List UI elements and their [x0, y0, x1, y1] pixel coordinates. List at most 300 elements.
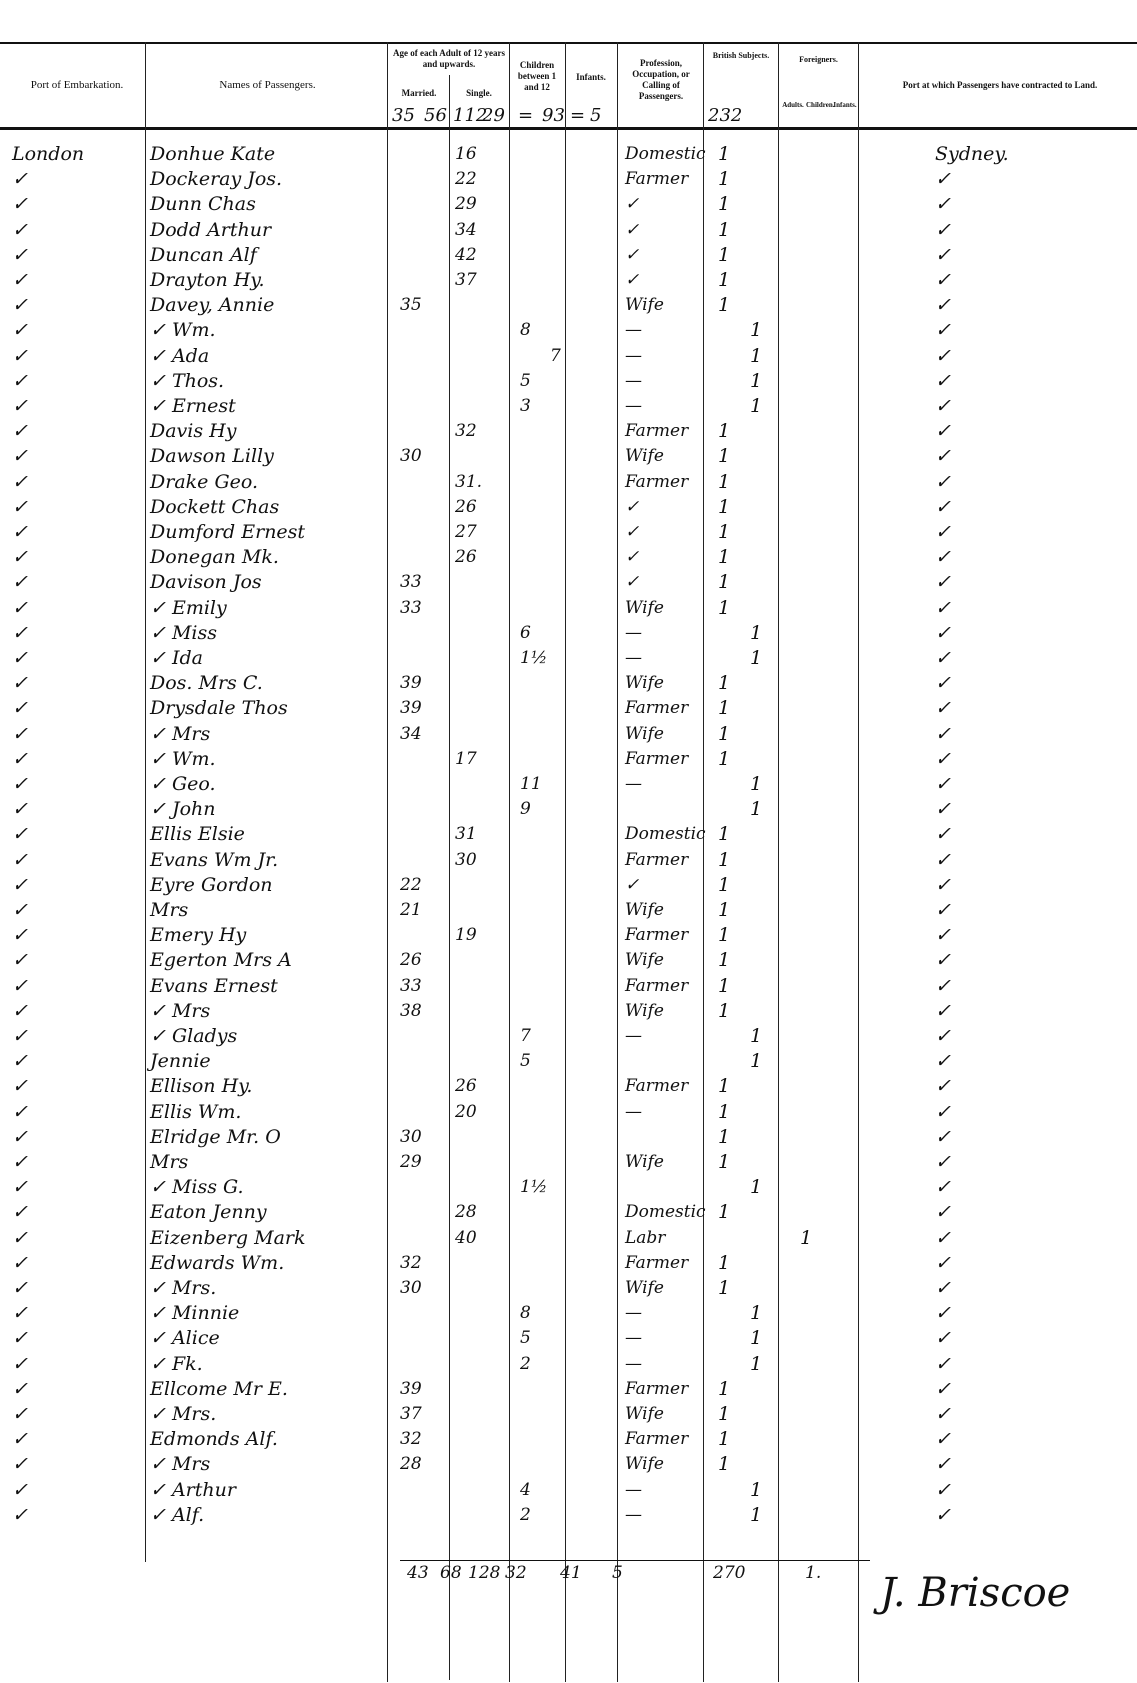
cell-name: Ellis Wm.: [150, 1100, 242, 1123]
cell-occ: ✓: [625, 496, 640, 517]
cell-child: 4: [520, 1479, 531, 1500]
cell-name: ✓ Geo.: [150, 773, 216, 795]
cell-occ: —: [625, 1101, 642, 1122]
cell-adult: 1: [718, 168, 731, 191]
table-row: [0, 243, 1137, 267]
table-row: [0, 898, 1137, 922]
cell-occ: Wife: [625, 1000, 664, 1021]
cell-dest: ✓: [935, 1327, 951, 1350]
cell-port: ✓: [12, 1403, 28, 1425]
cell-childb: 1: [750, 1050, 763, 1073]
table-row: [0, 1074, 1137, 1098]
cell-name: Dos. Mrs C.: [150, 672, 263, 695]
cell-childb: 1: [750, 647, 763, 669]
cell-name: ✓ Thos.: [150, 369, 225, 392]
cell-adult: 1: [718, 949, 731, 972]
cell-port: ✓: [12, 243, 28, 266]
table-row: [0, 470, 1137, 494]
cell-port: ✓: [12, 218, 28, 241]
cell-occ: Wife: [625, 1404, 664, 1424]
cell-dest: ✓: [935, 1176, 951, 1199]
cell-name: ✓ Minnie: [150, 1302, 240, 1325]
cell-adult: 1: [718, 999, 731, 1022]
cell-name: ✓ Ada: [150, 344, 210, 367]
cell-dest: ✓: [935, 1125, 951, 1148]
cell-dest: ✓: [935, 269, 951, 291]
table-row: [0, 192, 1137, 216]
cell-occ: Wife: [625, 1152, 664, 1172]
cell-name: Emery Hy: [150, 924, 247, 947]
cell-port: ✓: [12, 999, 28, 1022]
cell-occ: Wife: [625, 950, 664, 971]
cell-adult: 1: [718, 495, 731, 518]
cell-single: 19: [455, 925, 477, 946]
cell-name: ✓ Miss G.: [150, 1176, 244, 1199]
table-row: [0, 293, 1137, 317]
table-row: [0, 1503, 1137, 1527]
cell-name: ✓ John: [150, 798, 216, 821]
cell-name: ✓ Emily: [150, 596, 227, 619]
cell-dest: ✓: [935, 1075, 951, 1098]
cell-name: Elridge Mr. O: [150, 1125, 281, 1148]
cell-dest: ✓: [935, 899, 951, 921]
header-foreigners: Foreigners.: [799, 55, 838, 64]
table-row: [0, 621, 1137, 645]
cell-name: ✓ Mrs: [150, 722, 211, 745]
header-foreign-children: Children.: [806, 101, 835, 109]
cell-married: 34: [400, 723, 422, 744]
foot-children: 41: [560, 1563, 582, 1583]
cell-married: 39: [400, 1378, 422, 1399]
cell-occ: —: [625, 320, 642, 341]
cell-port: ✓: [12, 1428, 28, 1451]
cell-occ: —: [625, 1353, 642, 1374]
cell-dest: ✓: [935, 1277, 951, 1299]
cell-port: ✓: [12, 1100, 28, 1123]
cell-port: ✓: [12, 1226, 28, 1249]
table-row: [0, 1402, 1137, 1426]
cell-port: ✓: [12, 722, 28, 745]
cell-adult: 1: [718, 1151, 731, 1173]
cell-dest: ✓: [935, 999, 951, 1022]
cell-occ: ✓: [625, 522, 640, 542]
cell-dest: ✓: [935, 1478, 951, 1501]
cell-dest: ✓: [935, 395, 951, 417]
cell-name: ✓ Alice: [150, 1327, 220, 1350]
cell-adult: 1: [718, 672, 731, 695]
cell-occ: Domestic: [625, 144, 706, 164]
cell-name: Eaton Jenny: [150, 1201, 267, 1224]
cell-port: ✓: [12, 269, 28, 291]
cell-childb: 1: [750, 1352, 763, 1375]
cell-childb: 1: [750, 344, 763, 367]
cell-married: 38: [400, 1000, 422, 1021]
cell-dest: ✓: [935, 596, 951, 619]
cell-adult: 1: [718, 294, 731, 317]
cell-occ: Farmer: [625, 748, 689, 769]
cell-occ: —: [625, 396, 642, 416]
cell-married: 33: [400, 597, 422, 618]
cell-adult: 1: [718, 1100, 731, 1123]
total-children: 93: [542, 105, 565, 126]
foot-british: 270: [713, 1563, 746, 1583]
cell-dest: ✓: [935, 344, 951, 367]
cell-married: 28: [400, 1454, 422, 1475]
cell-adult: 1: [718, 571, 731, 594]
foot-infants: 5: [612, 1563, 623, 1583]
cell-port: ✓: [12, 319, 28, 342]
cell-port: ✓: [12, 773, 28, 795]
cell-name: ✓ Wm.: [150, 319, 216, 342]
cell-dest: ✓: [935, 1503, 951, 1526]
cell-port: ✓: [12, 420, 28, 443]
cell-child: 5: [520, 1051, 531, 1072]
cell-single: 37: [455, 270, 477, 290]
cell-port: ✓: [12, 1327, 28, 1350]
table-row: [0, 1478, 1137, 1502]
table-row: [0, 1200, 1137, 1224]
cell-child: 2: [520, 1504, 531, 1525]
cell-dest: ✓: [935, 621, 951, 644]
cell-occ: —: [625, 1328, 642, 1349]
cell-occ: Wife: [625, 900, 664, 920]
cell-childb: 1: [750, 1176, 763, 1199]
cell-port: ✓: [12, 1251, 28, 1274]
total-single: 112: [453, 105, 488, 126]
cell-adult: 1: [718, 974, 731, 997]
cell-port: ✓: [12, 1125, 28, 1148]
cell-dest: Sydney.: [935, 143, 1009, 165]
table-row: [0, 1175, 1137, 1199]
cell-name: ✓ Mrs.: [150, 1403, 217, 1425]
cell-dest: ✓: [935, 1226, 951, 1249]
cell-adult: 1: [718, 747, 731, 770]
cell-dest: ✓: [935, 546, 951, 569]
cell-single: 32: [455, 421, 477, 442]
table-row: [0, 495, 1137, 519]
cell-married: 30: [400, 1278, 422, 1298]
cell-occ: —: [625, 648, 642, 668]
cell-port: ✓: [12, 848, 28, 871]
cell-dest: ✓: [935, 1302, 951, 1325]
cell-occ: Domestic: [625, 1202, 706, 1223]
cell-dest: ✓: [935, 974, 951, 997]
cell-dest: ✓: [935, 672, 951, 695]
table-row: [0, 1276, 1137, 1300]
cell-name: ✓ Fk.: [150, 1352, 203, 1375]
cell-port: ✓: [12, 1050, 28, 1073]
cell-occ: —: [625, 774, 642, 794]
cell-dest: ✓: [935, 924, 951, 947]
table-row: [0, 218, 1137, 242]
cell-occ: ✓: [625, 874, 640, 895]
cell-married: 22: [400, 874, 422, 895]
cell-name: Davison Jos: [150, 571, 262, 594]
cell-occ: ✓: [625, 547, 640, 568]
cell-child: 11: [520, 774, 542, 794]
cell-inf: 7: [550, 345, 561, 366]
cell-port: ✓: [12, 495, 28, 518]
table-row: [0, 1452, 1137, 1476]
table-row: [0, 747, 1137, 771]
cell-married: 30: [400, 1126, 422, 1147]
cell-name: Mrs: [150, 1151, 189, 1173]
cell-adult: 1: [718, 1125, 731, 1148]
cell-adult: 1: [718, 1251, 731, 1274]
cell-occ: Wife: [625, 723, 664, 744]
cell-dest: ✓: [935, 369, 951, 392]
table-row: [0, 419, 1137, 443]
cell-name: Ellcome Mr E.: [150, 1377, 288, 1400]
cell-occ: Farmer: [625, 421, 689, 442]
cell-name: Donegan Mk.: [150, 546, 279, 569]
cell-single: 30: [455, 849, 477, 870]
cell-married: 39: [400, 698, 422, 719]
cell-childb: 1: [750, 395, 763, 417]
cell-dest: ✓: [935, 647, 951, 669]
cell-child: 8: [520, 1303, 531, 1324]
cell-dest: ✓: [935, 1428, 951, 1451]
cell-name: ✓ Ida: [150, 647, 203, 669]
cell-single: 26: [455, 547, 477, 568]
cell-dest: ✓: [935, 1050, 951, 1073]
cell-dest: ✓: [935, 495, 951, 518]
cell-adult: 1: [718, 899, 731, 921]
cell-occ: Farmer: [625, 1378, 689, 1399]
cell-adult: 1: [718, 1428, 731, 1451]
cell-adult: 1: [718, 1201, 731, 1224]
cell-name: ✓ Mrs: [150, 999, 211, 1022]
cell-name: Davey, Annie: [150, 294, 275, 317]
cell-port: ✓: [12, 193, 28, 216]
cell-dest: ✓: [935, 1377, 951, 1400]
table-row: [0, 797, 1137, 821]
table-row: [0, 1301, 1137, 1325]
cell-adult: 1: [718, 470, 731, 493]
cell-occ: ✓: [625, 244, 640, 265]
cell-dest: ✓: [935, 294, 951, 317]
cell-dest: ✓: [935, 798, 951, 821]
header-married: Married.: [401, 88, 437, 98]
cell-port: ✓: [12, 1352, 28, 1375]
cell-occ: Farmer: [625, 1252, 689, 1273]
cell-single: 34: [455, 219, 477, 240]
table-row: [0, 848, 1137, 872]
cell-childb: 1: [750, 621, 763, 644]
cell-adult: 1: [718, 1277, 731, 1299]
cell-port: ✓: [12, 1277, 28, 1299]
cell-single: 42: [455, 244, 477, 265]
cell-child: 5: [520, 1328, 531, 1349]
cell-occ: Farmer: [625, 698, 689, 719]
cell-dest: ✓: [935, 571, 951, 594]
cell-name: ✓ Ernest: [150, 395, 236, 417]
cell-occ: Wife: [625, 597, 664, 618]
cell-married: 21: [400, 900, 422, 920]
table-row: [0, 873, 1137, 897]
cell-dest: ✓: [935, 420, 951, 443]
cell-married: 35: [400, 295, 422, 316]
cell-adult: 1: [718, 1403, 731, 1425]
table-row: [0, 696, 1137, 720]
cell-name: Dunn Chas: [150, 193, 256, 216]
cell-married: 26: [400, 950, 422, 971]
cell-single: 31.: [455, 471, 483, 492]
header-foreign-adults: Adults.: [782, 101, 804, 109]
table-row: [0, 596, 1137, 620]
cell-port: ✓: [12, 823, 28, 846]
cell-single: 29: [455, 194, 477, 215]
cell-single: 16: [455, 144, 477, 164]
cell-adult: 1: [718, 596, 731, 619]
cell-single: 20: [455, 1101, 477, 1122]
total-married: 35: [392, 105, 415, 126]
cell-dest: ✓: [935, 445, 951, 468]
cell-name: Drysdale Thos: [150, 697, 288, 720]
cell-adult: 1: [718, 1453, 731, 1476]
header-age-adult: Age of each Adult of 12 years and upwards.: [393, 48, 505, 69]
table-row: [0, 1150, 1137, 1174]
cell-occ: —: [625, 1479, 642, 1500]
cell-occ: Farmer: [625, 925, 689, 946]
cell-single: 17: [455, 748, 477, 769]
cell-adult: 1: [718, 1075, 731, 1098]
cell-childb: 1: [750, 1302, 763, 1325]
cell-adult: 1: [718, 924, 731, 947]
cell-dest: ✓: [935, 218, 951, 241]
cell-port: ✓: [12, 1151, 28, 1173]
cell-port: ✓: [12, 899, 28, 921]
cell-married: 37: [400, 1404, 422, 1424]
table-row: [0, 923, 1137, 947]
cell-dest: ✓: [935, 823, 951, 846]
table-row: [0, 671, 1137, 695]
cell-dest: ✓: [935, 1352, 951, 1375]
cell-married: 33: [400, 572, 422, 593]
cell-married: 39: [400, 673, 422, 694]
header-totals: [390, 105, 790, 127]
cell-dest: ✓: [935, 1251, 951, 1274]
cell-dest: ✓: [935, 873, 951, 896]
cell-occ: —: [625, 370, 642, 391]
cell-child: 3: [520, 396, 531, 416]
cell-name: ✓ Wm.: [150, 747, 216, 770]
table-row: [0, 1125, 1137, 1149]
table-row: [0, 722, 1137, 746]
cell-occ: —: [625, 1504, 642, 1525]
table-row: [0, 1377, 1137, 1401]
cell-port: ✓: [12, 344, 28, 367]
cell-occ: Wife: [625, 1454, 664, 1475]
cell-adult: 1: [718, 848, 731, 871]
cell-occ: —: [625, 622, 642, 643]
cell-name: Drake Geo.: [150, 470, 259, 493]
cell-dest: ✓: [935, 1100, 951, 1123]
cell-dest: ✓: [935, 1201, 951, 1224]
cell-childb: 1: [750, 369, 763, 392]
cell-occ: Farmer: [625, 169, 689, 190]
header-top-rule: [0, 42, 1137, 44]
table-row: [0, 646, 1137, 670]
cell-port: ✓: [12, 445, 28, 468]
cell-occ: Farmer: [625, 1076, 689, 1097]
header-bottom-rule: [0, 127, 1137, 130]
cell-port: London: [12, 143, 85, 165]
cell-occ: ✓: [625, 194, 640, 215]
cell-dest: ✓: [935, 1025, 951, 1047]
cell-child: 5: [520, 370, 531, 391]
cell-adult: 1: [718, 420, 731, 443]
cell-name: ✓ Alf.: [150, 1503, 205, 1526]
cell-dest: ✓: [935, 949, 951, 972]
cell-port: ✓: [12, 369, 28, 392]
cell-name: Edwards Wm.: [150, 1251, 285, 1274]
header-foreign-infants: Infants.: [833, 101, 857, 109]
cell-name: ✓ Gladys: [150, 1025, 238, 1047]
total-sep: =: [570, 105, 586, 126]
cell-adult: 1: [718, 193, 731, 216]
table-row: [0, 570, 1137, 594]
table-row: [0, 520, 1137, 544]
cell-port: ✓: [12, 521, 28, 543]
cell-name: Eyre Gordon: [150, 873, 273, 896]
cell-married: 33: [400, 975, 422, 996]
table-row: [0, 1251, 1137, 1275]
cell-dest: ✓: [935, 747, 951, 770]
table-row: [0, 318, 1137, 342]
cell-name: ✓ Miss: [150, 621, 217, 644]
foot-single-2: 32: [505, 1563, 527, 1583]
cell-port: ✓: [12, 1302, 28, 1325]
cell-port: ✓: [12, 949, 28, 972]
cell-adult: 1: [718, 823, 731, 846]
signature: J. Briscoe: [880, 1570, 1071, 1616]
cell-name: Dawson Lilly: [150, 445, 274, 468]
cell-occ: —: [625, 1026, 642, 1046]
header-children: Children between 1 and 12: [517, 60, 557, 92]
table-row: [0, 545, 1137, 569]
cell-child: 8: [520, 320, 531, 341]
cell-married: 32: [400, 1429, 422, 1450]
cell-single: 27: [455, 522, 477, 542]
cell-adult: 1: [718, 143, 731, 165]
cell-port: ✓: [12, 1478, 28, 1501]
cell-occ: ✓: [625, 572, 640, 593]
cell-childb: 1: [750, 773, 763, 795]
cell-occ: Labr: [625, 1227, 666, 1248]
header-single: Single.: [466, 88, 492, 98]
cell-child: 1½: [520, 648, 548, 668]
cell-occ: Wife: [625, 1278, 664, 1298]
cell-name: Edmonds Alf.: [150, 1428, 278, 1451]
cell-single: 40: [455, 1227, 477, 1248]
cell-child: 9: [520, 799, 531, 820]
cell-name: Ellison Hy.: [150, 1075, 253, 1098]
cell-dest: ✓: [935, 773, 951, 795]
cell-port: ✓: [12, 470, 28, 493]
cell-dest: ✓: [935, 1151, 951, 1173]
cell-occ: Farmer: [625, 849, 689, 870]
cell-adult: 1: [718, 445, 731, 468]
cell-dest: ✓: [935, 521, 951, 543]
foot-married: 43: [407, 1563, 429, 1583]
header-names: Names of Passengers.: [219, 79, 316, 91]
table-row: [0, 369, 1137, 393]
cell-name: Dockett Chas: [150, 495, 280, 518]
cell-port: ✓: [12, 974, 28, 997]
cell-adult: 1: [718, 269, 731, 291]
table-row: [0, 1024, 1137, 1048]
